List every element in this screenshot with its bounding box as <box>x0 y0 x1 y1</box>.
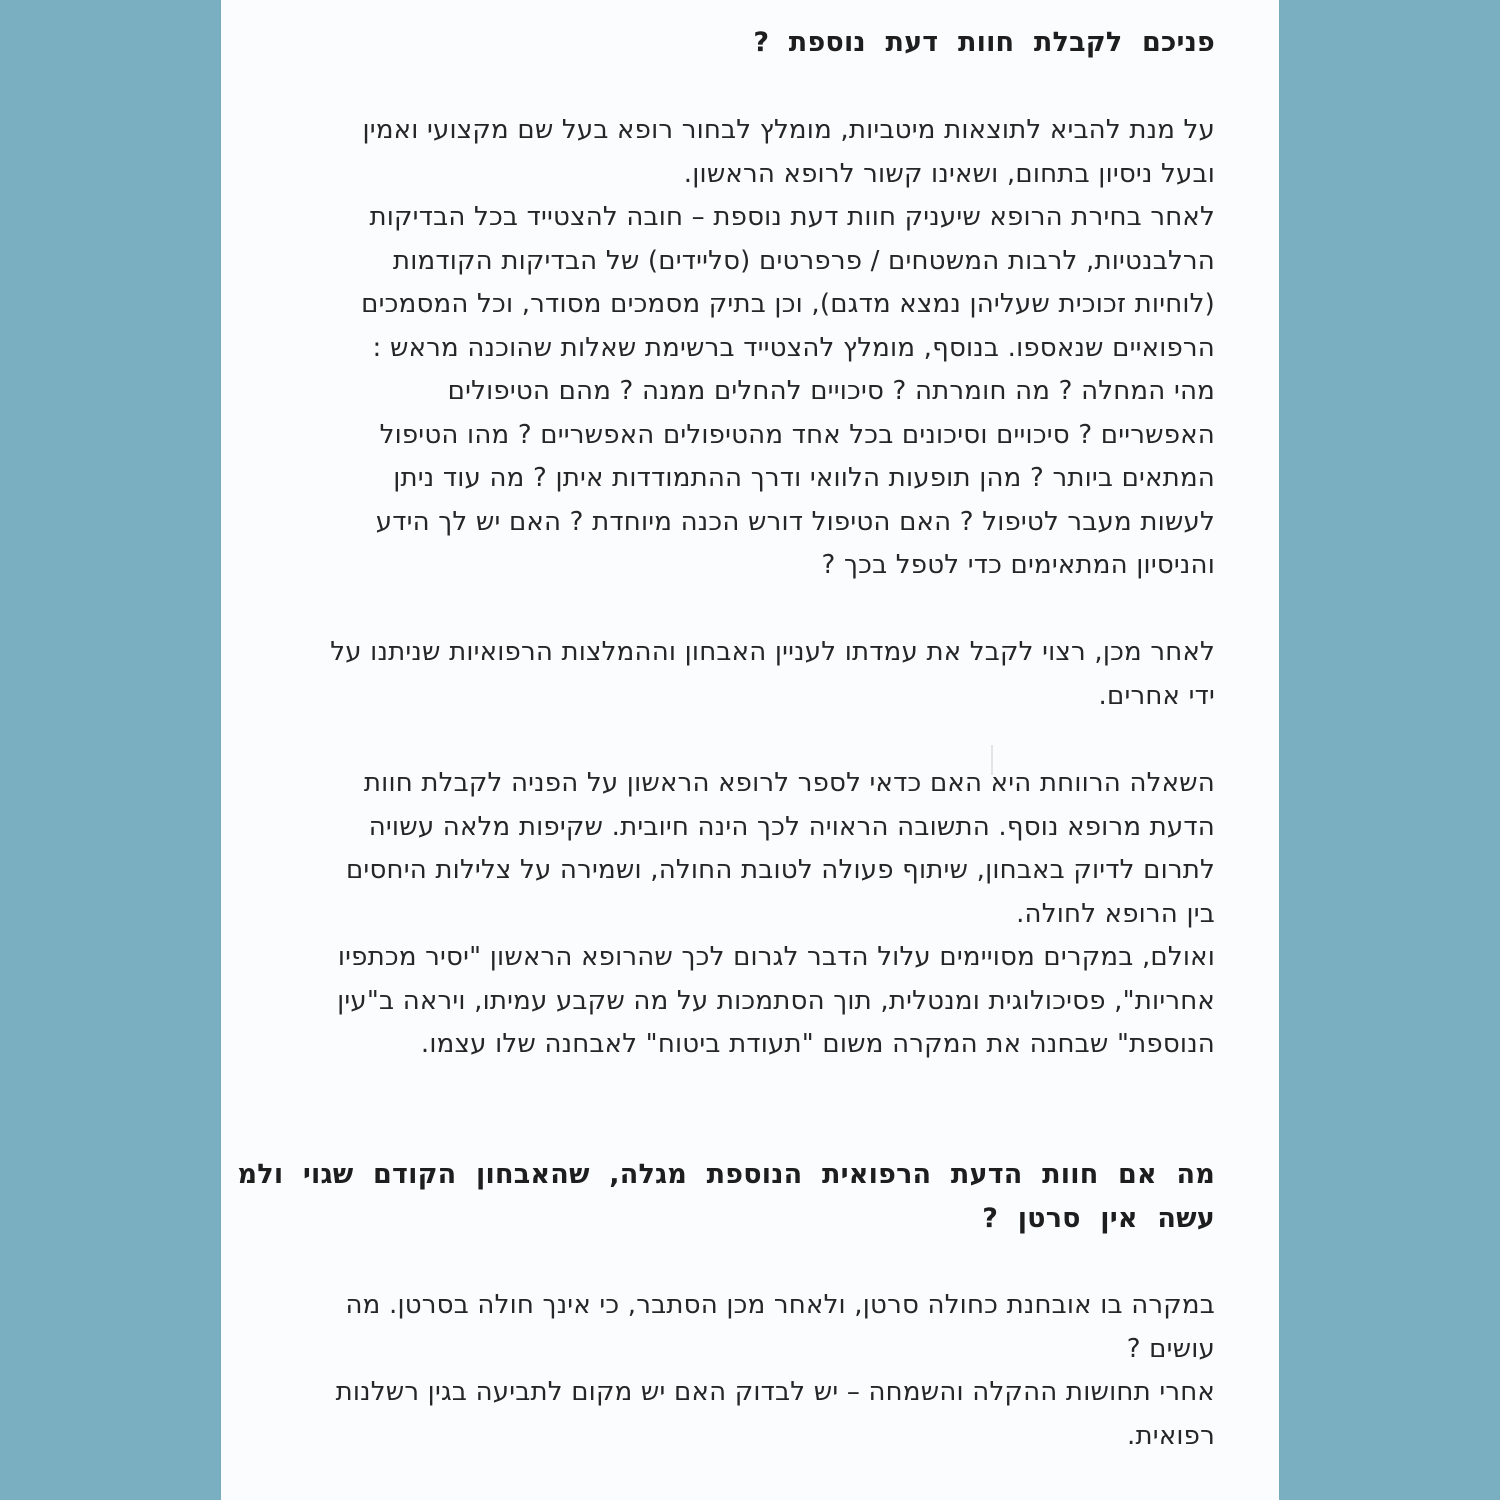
paragraph-line: במקרה בו אובחנת כחולה סרטן, ולאחר מכן הסתבר, כי אינך חולה בסרטן. מה <box>345 1290 1215 1320</box>
paragraph-line: מהי המחלה ? מה חומרתה ? סיכויים להחלים ממנה ? מהם הטיפולים <box>447 376 1215 406</box>
paragraph-line: ובעל ניסיון בתחום, ושאינו קשור לרופא הראשון. <box>683 159 1215 189</box>
paragraph-line: הנוספת" שבחנה את המקרה משום "תעודת ביטוח" לאבחנה שלו עצמו. <box>420 1029 1215 1059</box>
paragraph-line: רפואית. <box>1127 1421 1215 1451</box>
paragraph-line: והניסיון המתאימים כדי לטפל בכך ? <box>821 550 1215 580</box>
paragraph-line: ואולם, במקרים מסויימים עלול הדבר לגרום לכך שהרופא הראשון "יסיר מכתפיו <box>337 942 1215 972</box>
scan-artifact <box>991 745 993 775</box>
paragraph-line: ידי אחרים. <box>1098 681 1215 711</box>
paragraph-line: השאלה הרווחת היא האם כדאי לספר לרופא הראשון על הפניה לקבלת חוות <box>363 768 1215 798</box>
paragraph-line: על מנת להביא לתוצאות מיטביות, מומלץ לבחור רופא בעל שם מקצועי ואמין <box>362 115 1215 145</box>
paragraph-line: עושים ? <box>1126 1334 1215 1364</box>
paragraph-line: אחריות", פסיכולוגית ומנטלית, תוך הסתמכות על מה שקבע עמיתו, ויראה ב"עין <box>337 986 1215 1016</box>
paragraph-line: לתרום לדיוק באבחון, שיתוף פעולה לטובת החולה, ושמירה על צלילות היחסים <box>345 855 1215 885</box>
document-page <box>221 0 1279 1500</box>
section-heading-misdiagnosis: עשה אין סרטן ? <box>982 1203 1215 1234</box>
paragraph-line: לאחר בחירת הרופא שיעניק חוות דעת נוספת – חובה להצטייד בכל הבדיקות <box>369 202 1215 232</box>
paragraph-line: בין הרופא לחולה. <box>1016 899 1215 929</box>
paragraph-line: הרפואיים שנאספו. בנוסף, מומלץ להצטייד ברשימת שאלות שהוכנה מראש : <box>372 333 1215 363</box>
paragraph-line: (לוחיות זכוכית שעליהן נמצא מדגם), וכן בתיק מסמכים מסודר, וכל המסמכים <box>361 289 1215 319</box>
section-heading-misdiagnosis: מה אם חוות הדעת הרפואית הנוספת מגלה, שהאבחון הקודם שגוי ולמ <box>237 1159 1215 1190</box>
paragraph-line: האפשריים ? סיכויים וסיכונים בכל אחד מהטיפולים האפשריים ? מהו הטיפול <box>379 420 1215 450</box>
paragraph-line: הדעת מרופא נוסף. התשובה הראויה לכך הינה חיובית. שקיפות מלאה עשויה <box>368 812 1215 842</box>
paragraph-line: המתאים ביותר ? מהן תופעות הלוואי ודרך ההתמודדות איתן ? מה עוד ניתן <box>393 463 1215 493</box>
paragraph-line: לאחר מכן, רצוי לקבל את עמדתו לעניין האבחון וההמלצות הרפואיות שניתנו על <box>330 637 1215 667</box>
paragraph-line: אחרי תחושות ההקלה והשמחה – יש לבדוק האם יש מקום לתביעה בגין רשלנות <box>335 1377 1215 1407</box>
paragraph-line: לעשות מעבר לטיפול ? האם הטיפול דורש הכנה מיוחדת ? האם יש לך הידע <box>375 507 1215 537</box>
paragraph-line: הרלבנטיות, לרבות המשטחים / פרפרטים (סליידים) של הבדיקות הקודמות <box>392 246 1215 276</box>
section-heading-second-opinion: פניכם לקבלת חוות דעת נוספת ? <box>753 27 1215 58</box>
